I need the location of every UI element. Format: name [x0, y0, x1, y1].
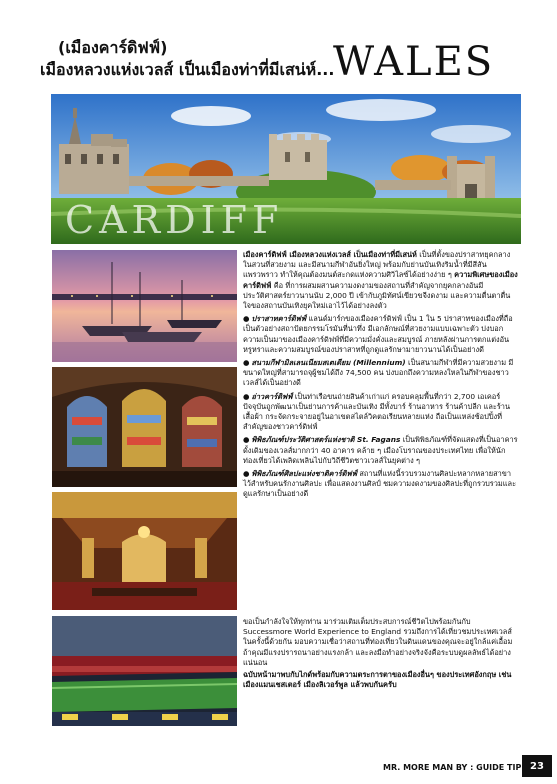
closing-paragraph: ขอเป็นกำลังใจให้ทุกท่าน มาร่วมเติมเต็มประสบการณ์ชีวิตไปพร้อมกันกับ Successmore World Experience to England รวมถึงการได้เที่ยวชมประเทศเวลส์ในครั้งนี้ด้วยกัน มอบความเชื่อว่าสถานที่ท่องเที่ยวในดินแดนของคุณจะอยู่ใกล้แค่เอื้อม ถ้าคุณมีแรงปรารถนาอย่างแรงกล้า และลงมือทำอย่างจริงจังคือระบบดูผลลัพธ์ได้อย่างแน่นอน — [243, 617, 513, 667]
intro-text-2: คือ ที่การผสมผสานความงดงามของสถานที่สำคัญจากยุคกลางอันมีประวัติศาสตร์ยาวนานนับ 2,000 ปี เข้ากับภูมิทัศน์เขียวขจีงดงาม และความตื่นตาตื่นใจของสถานบันเทิงยุคใหม่เอาไว้ได้อย่างลงตัว — [243, 280, 511, 311]
item-title: พิพิธภัณฑ์ศิลปะแห่งชาติคาร์ดิฟฟ์ — [251, 469, 357, 479]
intro-paragraph — [243, 250, 518, 311]
hero-cardiff-castle-photo — [51, 94, 521, 244]
footer-column-label: MR. MORE MAN BY : GUIDE TIP — [383, 763, 522, 772]
item-title: ปราสาทคาร์ดิฟฟ์ — [251, 314, 307, 324]
item-text: เป็นสนามกีฬาที่มีความสวยงาม มีขนาดใหญ่ที่สามารถจุผู้ชมได้ถึง 74,500 คน บ่งบอกถึงความหลงใหลในกีฬาของชาวเวลส์ได้เป็นอย่างดี — [243, 358, 514, 388]
item-text: เป็นพิพิธภัณฑ์ที่จัดแสดงที่เป็นอาคารดั้งเดิมของเวลส์มากกว่า 40 อาคาร คล้าย ๆ เมืองโบราณของประเทศไทย เพื่อให้นักท่องเที่ยวได้เพลิดเพลินไปกับวิถีชีวิตชาวเวลส์ในยุคต่าง ๆ — [243, 435, 518, 465]
intro-text-1: เป็นที่ตั้งของปราสาทยุคกลางในสวนที่สวยงาม และมีสนามกีฬาอันยิ่งใหญ่ พร้อมกับย่านบันเทิงริมน้ำที่มีสีสันแพรวพราว ทำให้คุณต้องมนต์สะกดแห่งความศิวิไลซ์ได้อย่างง่าย ๆ — [243, 250, 511, 280]
header-subtitle: (เมืองคาร์ดิฟฟ์) — [58, 38, 168, 57]
intro-lead: เมืองคาร์ดิฟฟ์ เมืองหลวงแห่งเวลส์ เป็นเมืองท่าที่มีเสน่ห์ — [243, 250, 417, 259]
photo-millennium-stadium — [52, 616, 237, 726]
article-body — [243, 250, 518, 503]
item-title: พิพิธภัณฑ์ประวัติศาสตร์แห่งชาติ St. Fagans — [251, 435, 401, 445]
item-text: เป็นท่าเรือขนถ่ายสินค้าเก่าแก่ ครอบคลุมพื้นที่กว่า 2,700 เอเคอร์ ปัจจุบันถูกพัฒนาเป็นย่านการค้าและบันเทิง มีทั้งบาร์ ร้านอาหาร ร้านค้าปลีก และร้านเสื้อผ้า กระจัดกระจายอยู่ในอาเขตสไตล์วิคตอเรียนหลายแห่ง ถือเป็นแหล่งช้อปปิ้งที่สำคัญของชาวคาร์ดิฟฟ์ — [243, 391, 511, 432]
photo-cardiff-bay-marina — [52, 250, 237, 362]
page-number: 23 — [522, 755, 552, 777]
bullet-icon: ● — [243, 314, 250, 324]
item-national-art-museum — [243, 469, 518, 500]
header-title: เมืองหลวงแห่งเวลส์ เป็นเมืองท่าที่มีเสน่ห์... — [40, 60, 335, 79]
closing-section — [243, 617, 518, 692]
next-issue-teaser: ฉบับหน้ามาพบกับไกด์พร้อมกับความตระการตาของเมืองอื่นๆ ของประเทศอังกฤษ เช่นเมืองแมนเชสเตอร์ เมืองลิเวอร์พูล แล้วพบกันครับ — [243, 670, 512, 690]
bullet-icon: ● — [243, 391, 250, 401]
hero-cardiff-word: CARDIFF — [65, 198, 284, 242]
item-millennium-stadium — [243, 358, 518, 389]
item-title: สนามกีฬามิลเลนเนียมสเตเดียม — [251, 358, 351, 368]
photo-stained-glass-hall — [52, 367, 237, 487]
item-title: อ่าวคาร์ดิฟฟ์ — [251, 391, 293, 401]
header-wales-word: WALES — [333, 39, 495, 85]
bullet-icon: ● — [243, 358, 250, 368]
item-st-fagans-museum — [243, 435, 518, 466]
photo-ornate-great-hall — [52, 492, 237, 610]
item-text: แลนด์มาร์กของเมืองคาร์ดิฟฟ์ เป็น 1 ใน 5 ปราสาทของเมืองที่ถือเป็นตัวอย่างสถาปัตยกรรมโรมันที่น่าทึ่ง มีเอกลักษณ์ที่สวยงามแบบเฉพาะตัว บ่งบอกความเป็นมาของเมืองคาร์ดิฟฟ์ที่มีความมั่งคั่งและสมบูรณ์ ภายหลังผ่านการตกแต่งอันหรูหราและความสมบูรณ์ของปราสาทที่ถูกดูแลรักษามายาวนานได้เป็นอย่างดี — [243, 314, 513, 354]
item-cardiff-bay — [243, 392, 518, 433]
item-text: สถานที่แห่งนี้รวบรวมงานศิลปะหลากหลายสาขาไว้สำหรับคนรักงานศิลปะ เพื่อแสดงงานศิลป์ ชมความงดงามของศิลปะที่ถูกรวบรวมและดูแลรักษาเป็นอย่างดี — [243, 469, 517, 499]
bullet-icon: ● — [243, 435, 250, 445]
item-cardiff-castle — [243, 314, 518, 355]
intro-highlight: ความพิเศษของเมืองคาร์ดิฟฟ์ — [243, 270, 518, 290]
item-title-english: (Millennium) — [350, 358, 406, 368]
bullet-icon: ● — [243, 469, 250, 479]
